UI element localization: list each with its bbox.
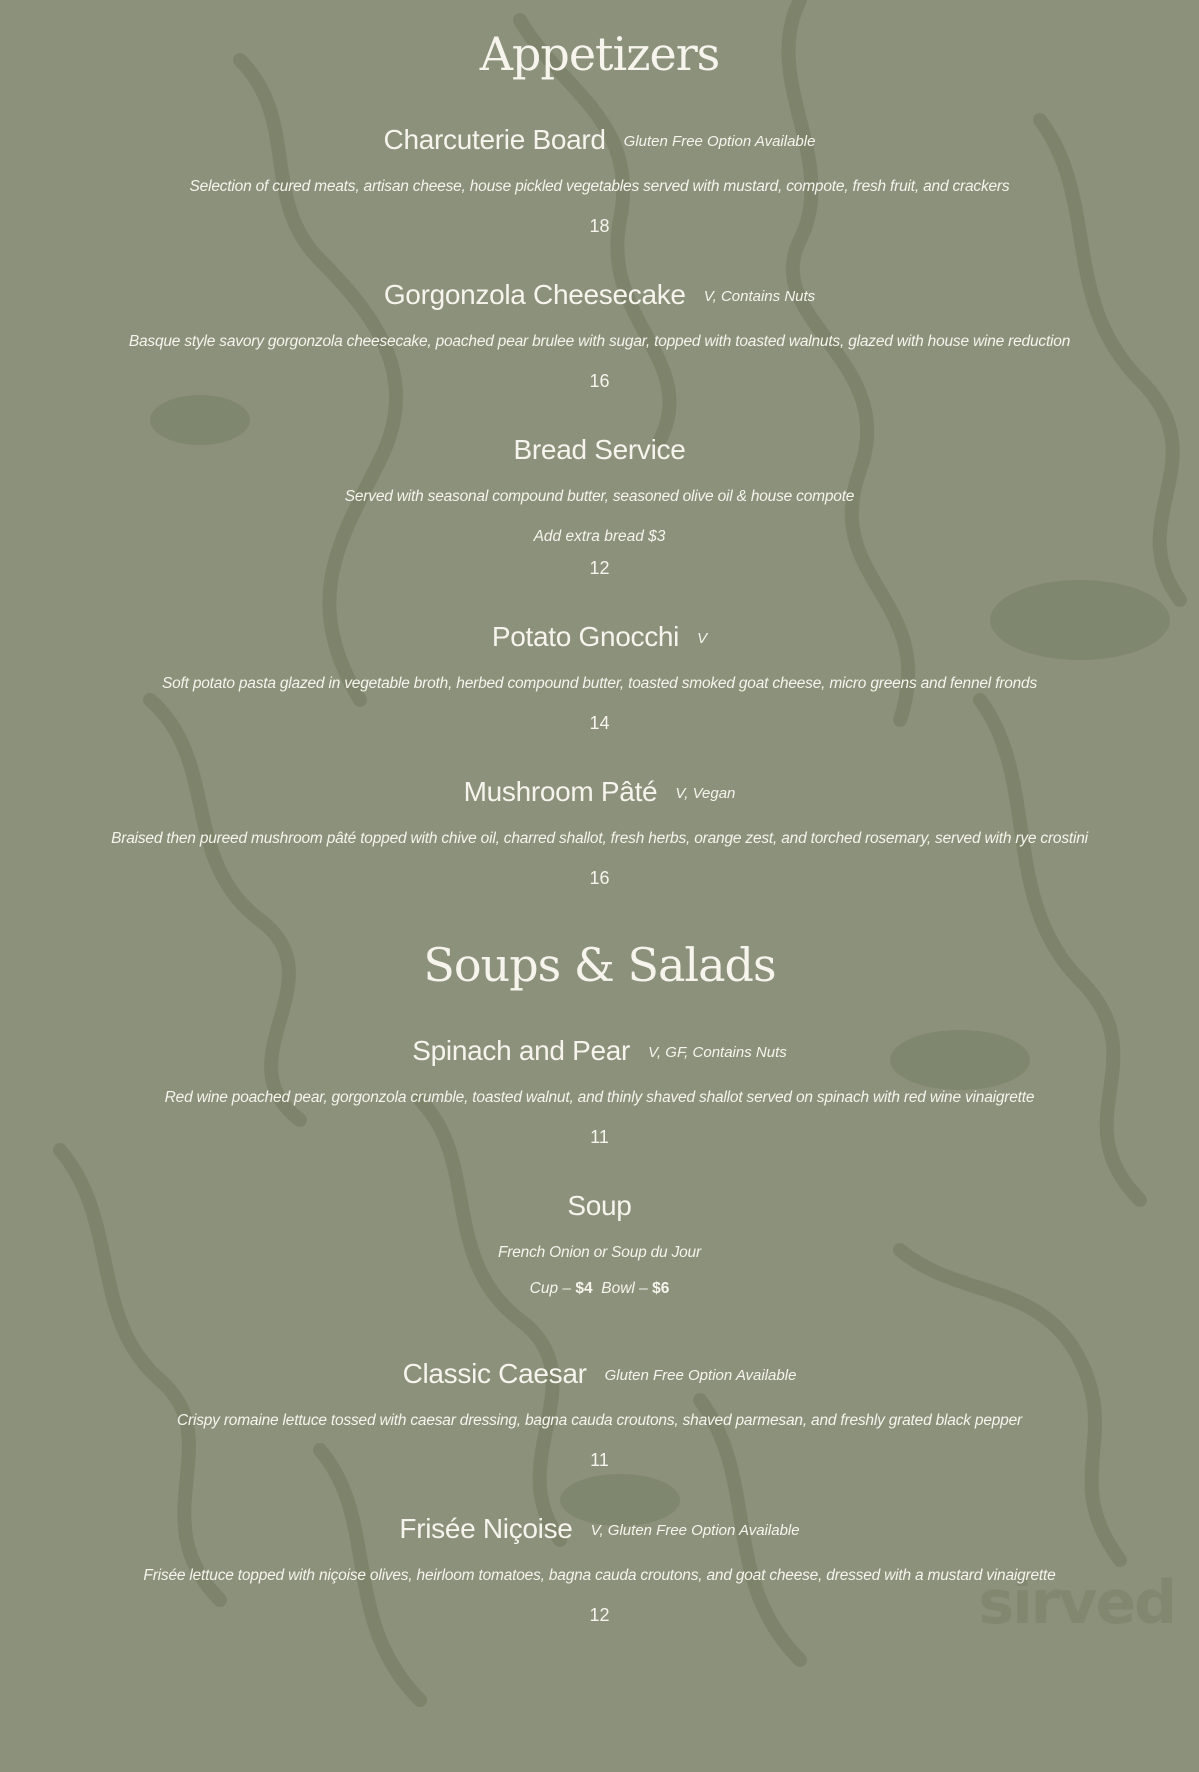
item-description: Crispy romaine lettuce tossed with caesar dressing, bagna cauda croutons, shaved parmesan, and freshly grated black pepper	[177, 1412, 1022, 1429]
item-price: 12	[589, 1605, 610, 1625]
item-tag: V	[697, 630, 708, 647]
item-description: Soft potato pasta glazed in vegetable broth, herbed compound butter, toasted smoked goat cheese, micro greens and fennel fronds	[161, 675, 1038, 692]
item-price: 16	[589, 371, 610, 391]
bowl-price: $6	[652, 1280, 670, 1297]
item-size-prices	[0, 1280, 1199, 1298]
item-name: Soup	[567, 1190, 632, 1221]
menu-item	[0, 772, 1199, 890]
item-tag: Gluten Free Option Available	[623, 133, 816, 150]
item-tag: Gluten Free Option Available	[604, 1367, 797, 1384]
item-price: 12	[589, 558, 610, 578]
item-description: Selection of cured meats, artisan cheese, house pickled vegetables served with mustard, compote, fresh fruit, and crackers	[189, 178, 1010, 195]
cup-label: Cup –	[529, 1280, 572, 1297]
menu-item	[0, 120, 1199, 238]
item-description: Braised then pureed mushroom pâté topped with chive oil, charred shallot, fresh herbs, orange zest, and torched rosemary, served with rye crostini	[111, 830, 1088, 847]
item-tag: V, Contains Nuts	[703, 288, 816, 305]
menu-item	[0, 1186, 1199, 1298]
menu-item	[0, 1354, 1199, 1472]
item-tag: V, Gluten Free Option Available	[590, 1522, 800, 1539]
item-price: 16	[589, 868, 610, 888]
item-price: 11	[590, 1127, 609, 1147]
item-name: Bread Service	[513, 434, 686, 465]
section-title: Appetizers	[479, 27, 720, 81]
bowl-label: Bowl –	[601, 1280, 648, 1297]
section-appetizers	[0, 16, 1199, 890]
item-name: Spinach and Pear	[412, 1035, 631, 1066]
item-tag: V, GF, Contains Nuts	[648, 1044, 787, 1061]
item-name: Gorgonzola Cheesecake	[383, 279, 686, 310]
item-description: Red wine poached pear, gorgonzola crumble, toasted walnut, and thinly shaved shallot served on spinach with red wine vinaigrette	[164, 1089, 1035, 1106]
menu-item	[0, 1031, 1199, 1149]
section-soups-salads	[0, 927, 1199, 1627]
item-tag: V, Vegan	[675, 785, 736, 802]
item-description: Frisée lettuce topped with niçoise olives, heirloom tomatoes, bagna cauda croutons, and goat cheese, dressed with a mustard vinaigrette	[143, 1567, 1056, 1584]
item-description: Served with seasonal compound butter, seasoned olive oil & house compote	[344, 488, 855, 505]
item-price: 14	[589, 713, 610, 733]
item-name: Mushroom Pâté	[463, 776, 658, 807]
item-extra-note: Add extra bread $3	[533, 528, 666, 545]
menu-item	[0, 275, 1199, 393]
item-description: Basque style savory gorgonzola cheesecake, poached pear brulee with sugar, topped with toasted walnuts, glazed with house wine reduction	[128, 333, 1071, 350]
item-price: 11	[590, 1450, 609, 1470]
watermark-logo: sirved	[978, 1568, 1175, 1638]
item-price: 18	[589, 216, 610, 236]
item-name: Classic Caesar	[402, 1358, 587, 1389]
item-description: French Onion or Soup du Jour	[498, 1244, 701, 1261]
menu-item	[0, 617, 1199, 735]
menu-item	[0, 430, 1199, 580]
section-title: Soups & Salads	[423, 938, 776, 992]
item-name: Frisée Niçoise	[399, 1513, 573, 1544]
item-name: Charcuterie Board	[383, 124, 606, 155]
cup-price: $4	[575, 1280, 593, 1297]
item-name: Potato Gnocchi	[491, 621, 680, 652]
menu-item	[0, 1509, 1199, 1627]
